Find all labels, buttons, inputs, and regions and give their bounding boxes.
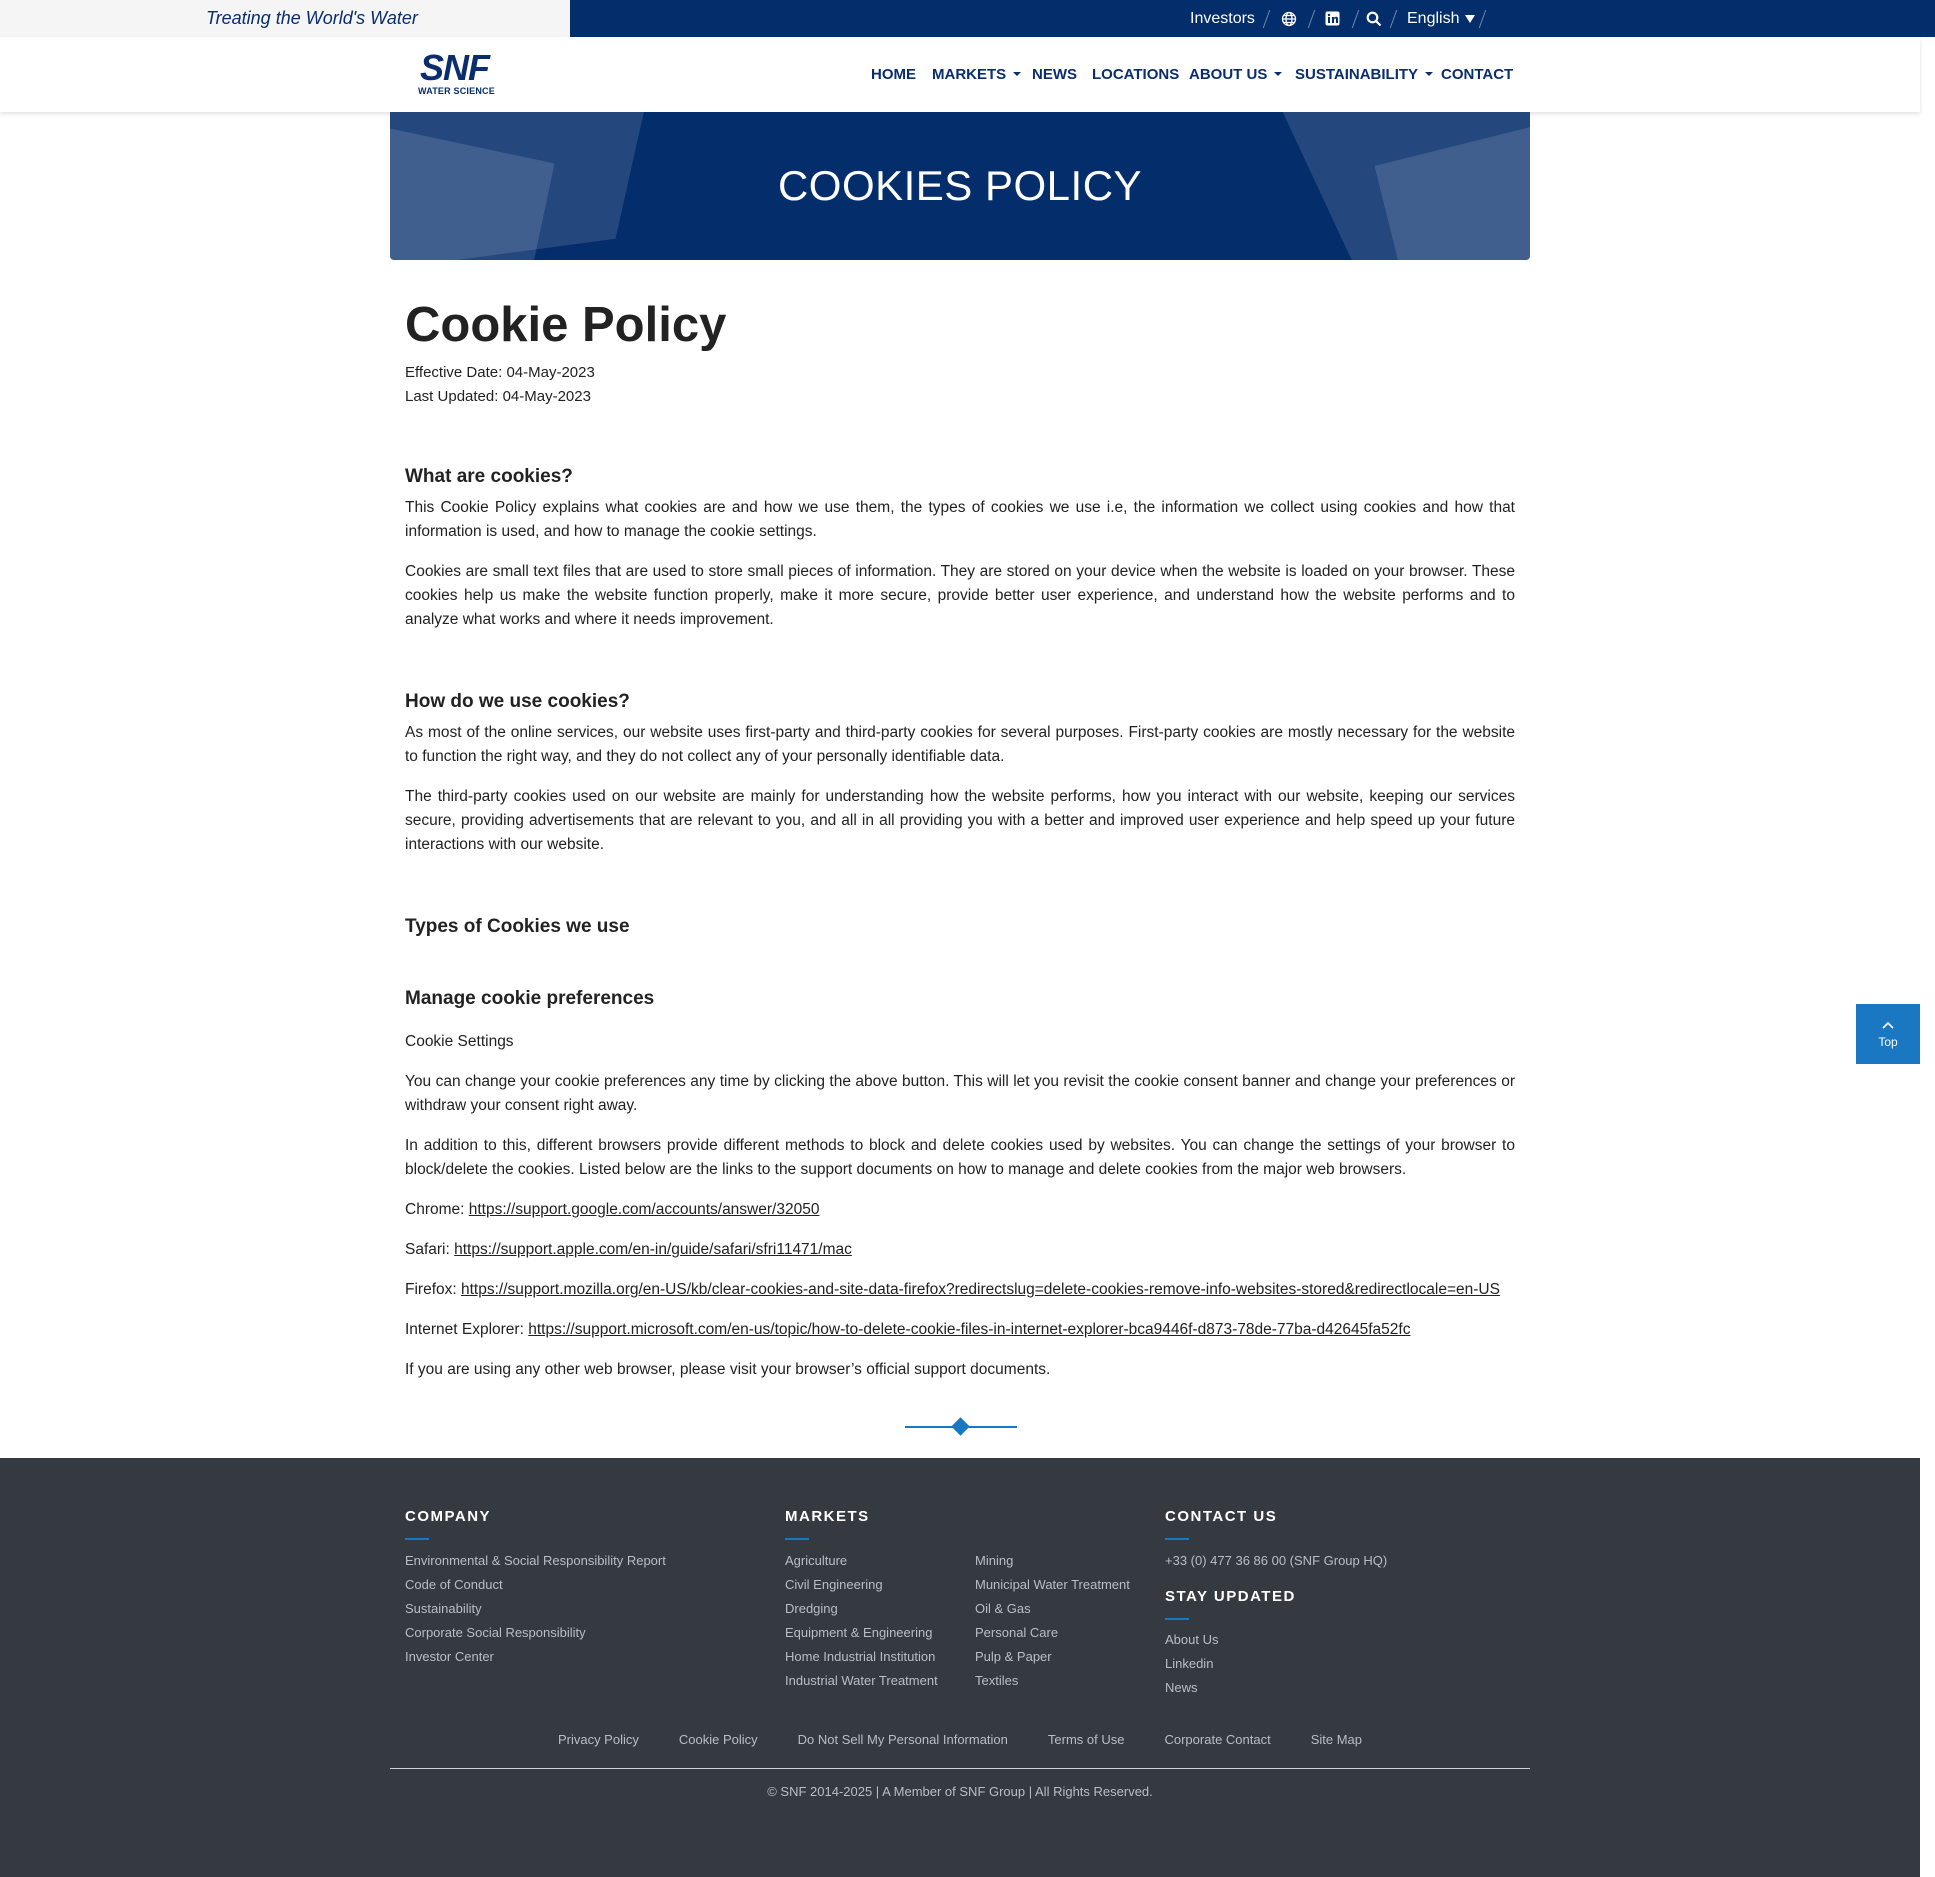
chrome-link[interactable]: https://support.google.com/accounts/answer/32050 — [468, 1201, 820, 1218]
footer-link[interactable]: Dredging — [785, 1601, 838, 1616]
nav-markets-label: MARKETS — [932, 66, 1007, 83]
footer-link[interactable]: Personal Care — [975, 1625, 1059, 1640]
separator — [1390, 10, 1398, 28]
footer-heading-stay-updated: STAY UPDATED — [1165, 1588, 1296, 1605]
policy-content — [405, 295, 1515, 1382]
footer-heading-contact: CONTACT US — [1165, 1508, 1278, 1525]
footer-heading-company: COMPANY — [405, 1508, 492, 1525]
back-to-top-label: Top — [1878, 1035, 1898, 1049]
paragraph: You can change your cookie preferences any time by clicking the above button. This will let you revisit the cookie consent banner and change your preferences or withdraw your consent right away. — [405, 1073, 1515, 1114]
nav-markets[interactable] — [932, 37, 1021, 112]
separator — [1352, 10, 1360, 28]
firefox-link[interactable]: https://support.mozilla.org/en-US/kb/clear-cookies-and-site-data-firefox?redirectslug=delete-cookies-remove-info-websites-stored&redirectlocale=en-US — [461, 1281, 1500, 1298]
footer-link[interactable]: Corporate Social Responsibility — [405, 1625, 586, 1640]
browser-link-row — [405, 1278, 1515, 1302]
nav-locations[interactable]: LOCATIONS — [1092, 66, 1180, 83]
footer-link[interactable]: Code of Conduct — [405, 1577, 503, 1592]
footer-link[interactable]: Do Not Sell My Personal Information — [797, 1732, 1008, 1747]
copyright: © SNF 2014-2025 | A Member of SNF Group | All Rights Reserved. — [767, 1784, 1153, 1799]
policy-heading: Cookie Policy — [405, 298, 727, 352]
divider-line — [967, 1426, 1017, 1428]
company-links — [405, 1549, 666, 1669]
browser-link-row — [405, 1238, 1515, 1262]
paragraph: As most of the online services, our website uses first-party and third-party cookies for several purposes. First-party cookies are mostly necessary for the website to function the right way, and they do not collect any of your personally identifiable data. — [405, 724, 1515, 765]
heading-underline — [1165, 1618, 1189, 1620]
browser-link-row — [405, 1318, 1515, 1342]
nav-home[interactable]: HOME — [871, 66, 916, 83]
section-heading: Manage cookie preferences — [405, 988, 655, 1009]
paragraph: The third-party cookies used on our website are mainly for understanding how the website performs, how you interact with our website, keeping our services secure, providing advertisements that are relevant to you, and all in all providing you with a better and improved user experience and help speed up your future interactions with our website. — [405, 788, 1515, 853]
globe-icon[interactable] — [1281, 0, 1297, 37]
tagline: Treating the World's Water — [206, 8, 418, 28]
browser-label: Safari: — [405, 1241, 450, 1258]
separator — [1263, 10, 1271, 28]
linkedin-icon[interactable] — [1325, 0, 1340, 37]
footer-link[interactable]: Municipal Water Treatment — [975, 1577, 1130, 1592]
footer-link[interactable]: Mining — [975, 1553, 1014, 1568]
contact-phone[interactable]: +33 (0) 477 36 86 00 (SNF Group HQ) — [1165, 1553, 1388, 1568]
caret-down-icon — [1465, 15, 1475, 23]
site-header — [0, 37, 1920, 112]
heading-underline — [1165, 1538, 1189, 1540]
stay-updated-links — [1165, 1628, 1218, 1700]
page-banner — [390, 112, 1530, 260]
site-footer — [0, 1458, 1920, 1877]
nav-sustainability-label: SUSTAINABILITY — [1295, 66, 1419, 83]
footer-heading-markets: MARKETS — [785, 1508, 870, 1525]
footer-link[interactable]: Site Map — [1310, 1732, 1363, 1747]
paragraph: Cookies are small text files that are used to store small pieces of information. They are stored on your device when the website is loaded on your browser. These cookies help us make the website function properly, make it more secure, provide better user experience, and understand how the website performs and to analyze what works and where it needs improvement. — [405, 563, 1515, 628]
footer-link[interactable]: Equipment & Engineering — [785, 1625, 933, 1640]
section-divider — [905, 1418, 1017, 1436]
footer-link[interactable]: Civil Engineering — [785, 1577, 883, 1592]
browser-link-row — [405, 1198, 1515, 1222]
divider-line — [905, 1426, 955, 1428]
section-heading: What are cookies? — [405, 466, 573, 487]
cookie-settings-button[interactable]: Cookie Settings — [405, 1033, 514, 1050]
footer-link[interactable]: Industrial Water Treatment — [785, 1673, 938, 1688]
page-title: COOKIES POLICY — [777, 162, 1143, 209]
back-to-top-button[interactable] — [1856, 1004, 1920, 1064]
footer-legal-links — [0, 1732, 1920, 1747]
nav-contact[interactable]: CONTACT — [1441, 66, 1514, 83]
footer-link[interactable]: Sustainability — [405, 1601, 482, 1616]
caret-down-icon — [1013, 72, 1021, 76]
browser-label: Firefox: — [405, 1281, 457, 1298]
footer-link[interactable]: News — [1165, 1680, 1198, 1695]
footer-link[interactable]: Pulp & Paper — [975, 1649, 1052, 1664]
paragraph: In addition to this, different browsers provide different methods to block and delete cookies used by websites. You can change the settings of your browser to block/delete the cookies. Listed below are the links to the support documents on how to manage and delete cookies from the major web browsers. — [405, 1137, 1515, 1178]
closing-paragraph: If you are using any other web browser, please visit your browser’s official support documents. — [405, 1361, 1051, 1378]
nav-about-us[interactable] — [1189, 37, 1282, 112]
logo-subtitle: WATER SCIENCE — [418, 86, 495, 96]
footer-link[interactable]: Cookie Policy — [678, 1732, 758, 1747]
nav-about-us-label: ABOUT US — [1189, 66, 1268, 83]
footer-link[interactable]: Oil & Gas — [975, 1601, 1031, 1616]
search-icon[interactable] — [1366, 0, 1382, 37]
heading-underline — [405, 1538, 429, 1540]
chevron-up-icon — [1881, 1020, 1895, 1030]
footer-link[interactable]: Investor Center — [405, 1649, 494, 1664]
heading-underline — [785, 1538, 809, 1540]
separator — [1479, 10, 1487, 28]
footer-link[interactable]: Environmental & Social Responsibility Report — [405, 1553, 666, 1568]
effective-date: Effective Date: 04-May-2023 — [405, 364, 595, 381]
nav-news[interactable]: NEWS — [1032, 66, 1077, 83]
browser-label: Internet Explorer: — [405, 1321, 524, 1338]
ie-link[interactable]: https://support.microsoft.com/en-us/topic/how-to-delete-cookie-files-in-internet-explorer-bca9446f-d873-78de-77ba-d42645fa52fc — [528, 1321, 1411, 1338]
section-heading: How do we use cookies? — [405, 691, 630, 712]
logo-wordmark: SNF — [420, 47, 489, 88]
footer-link[interactable]: Textiles — [975, 1673, 1019, 1688]
footer-link[interactable]: Terms of Use — [1047, 1732, 1125, 1747]
footer-link[interactable]: Privacy Policy — [557, 1732, 639, 1747]
footer-link[interactable]: Agriculture — [785, 1553, 848, 1568]
safari-link[interactable]: https://support.apple.com/en-in/guide/safari/sfri11471/mac — [454, 1241, 852, 1258]
language-label: English — [1407, 9, 1460, 27]
tagline-area — [0, 0, 570, 37]
last-updated: Last Updated: 04-May-2023 — [405, 388, 591, 405]
markets-links-col1 — [785, 1549, 938, 1693]
browser-label: Chrome: — [405, 1201, 465, 1218]
utility-bar — [570, 0, 1935, 37]
footer-link[interactable]: Home Industrial Institution — [785, 1649, 936, 1664]
language-select[interactable] — [1407, 0, 1475, 37]
footer-link[interactable]: About Us — [1165, 1632, 1219, 1647]
footer-link[interactable]: Corporate Contact — [1164, 1732, 1271, 1747]
snf-logo[interactable] — [416, 47, 496, 98]
separator — [1308, 10, 1316, 28]
footer-link[interactable]: Linkedin — [1165, 1656, 1214, 1671]
caret-down-icon — [1274, 72, 1282, 76]
investors-link[interactable]: Investors — [1190, 9, 1255, 27]
footer-divider — [390, 1768, 1530, 1769]
nav-sustainability[interactable] — [1295, 37, 1433, 112]
markets-links-col2 — [975, 1549, 1130, 1693]
caret-down-icon — [1425, 72, 1433, 76]
section-heading: Types of Cookies we use — [405, 916, 630, 937]
top-bar — [0, 0, 1935, 37]
paragraph: This Cookie Policy explains what cookies are and how we use them, the types of cookies we use i.e, the information we collect using cookies and how that information is used, and how to manage the cookie settings. — [405, 499, 1515, 540]
